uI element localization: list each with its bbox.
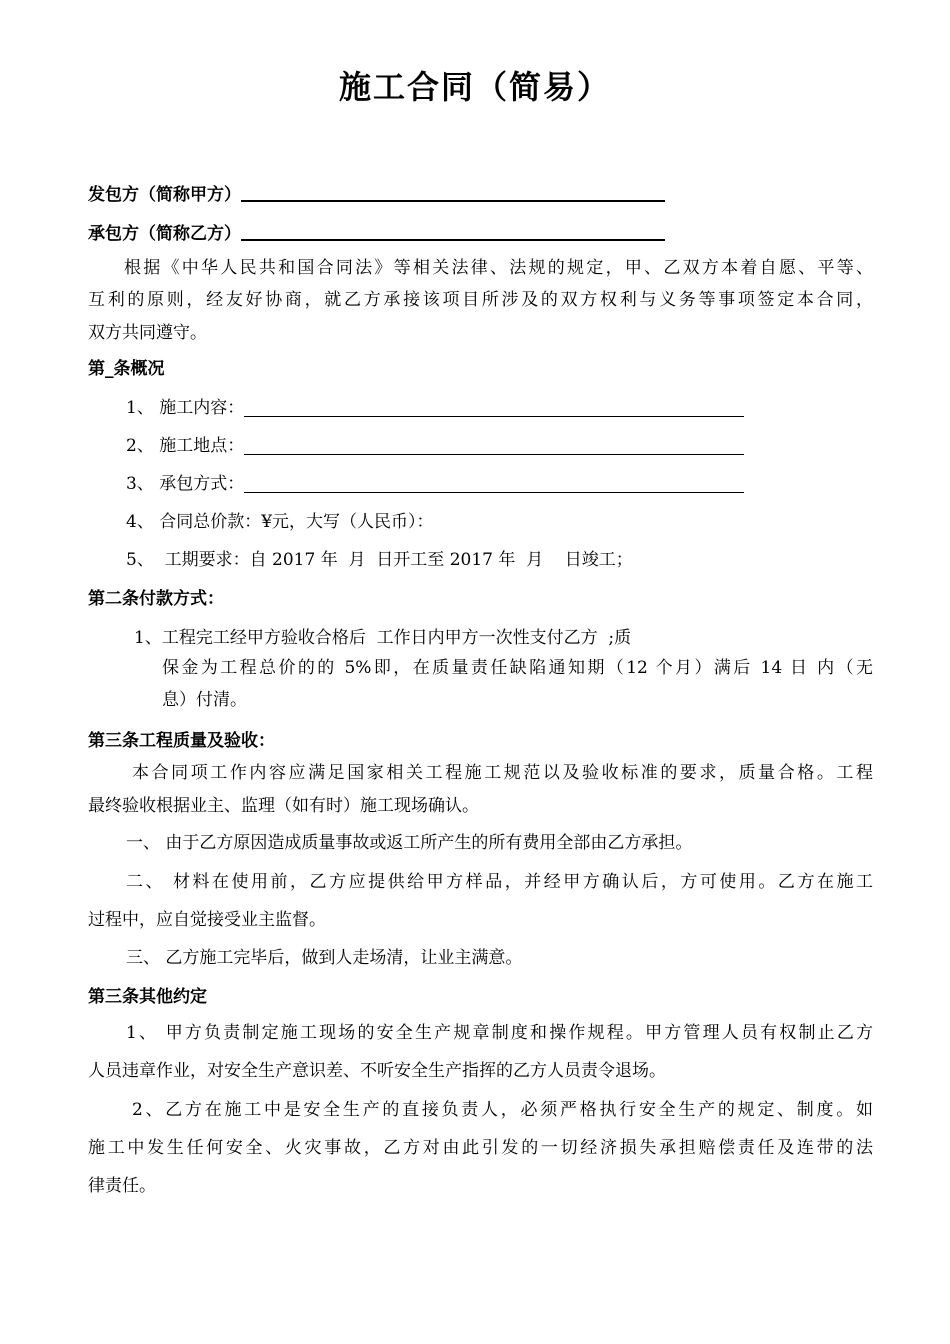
party-b-blank[interactable] bbox=[241, 219, 665, 241]
section3-item-3: 三、 乙方施工完毕后，做到人走场清，让业主满意。 bbox=[126, 948, 523, 968]
document-title: 施工合同（简易） bbox=[338, 68, 611, 106]
section3-item-2-line-1: 二、 材料在使用前，乙方应提供给甲方样品，并经甲方确认后，方可使用。乙方在施工 bbox=[126, 872, 873, 892]
section4-item-2-line-1: 2、乙方在施工中是安全生产的直接负责人，必须严格执行安全生产的规定、制度。如 bbox=[132, 1100, 873, 1120]
contract-method-blank[interactable] bbox=[244, 474, 744, 493]
preamble-line-1: 根据《中华人民共和国合同法》等相关法律、法规的规定，甲、乙双方本着自愿、平等、 bbox=[124, 258, 873, 278]
construction-site-blank[interactable] bbox=[244, 436, 744, 455]
section4-item-2-line-2: 施工中发生任何安全、火灾事故，乙方对由此引发的一切经济损失承担赔偿责任及连带的法 bbox=[88, 1138, 873, 1158]
party-b-label: 承包方（简称乙方） bbox=[88, 224, 241, 244]
section2-line-3: 息）付清。 bbox=[162, 690, 247, 710]
party-a-row bbox=[88, 180, 665, 207]
section1-item-2-label: 2、 施工地点： bbox=[126, 436, 245, 456]
section4-item-2-line-3: 律责任。 bbox=[88, 1176, 156, 1196]
section1-item-3 bbox=[126, 472, 744, 496]
section3-para-line-2: 最终验收根据业主、监理（如有时）施工现场确认。 bbox=[88, 796, 479, 816]
section3-item-2-line-2: 过程中，应自觉接受业主监督。 bbox=[88, 910, 326, 930]
section1-item-3-label: 3、 承包方式： bbox=[126, 474, 245, 494]
section4-item-1-line-2: 人员违章作业，对安全生产意识差、不听安全生产指挥的乙方人员责令退场。 bbox=[88, 1061, 666, 1081]
section4-heading: 第三条其他约定 bbox=[88, 987, 207, 1007]
section2-line-1: 1、工程完工经甲方验收合格后 工作日内甲方一次性支付乙方 ;质 bbox=[134, 628, 632, 648]
section3-item-1: 一、 由于乙方原因造成质量事故或返工所产生的所有费用全部由乙方承担。 bbox=[126, 833, 693, 853]
party-a-label: 发包方（简称甲方） bbox=[88, 185, 241, 205]
construction-content-blank[interactable] bbox=[244, 398, 744, 417]
party-b-row bbox=[88, 219, 665, 246]
section4-item-1-line-1: 1、 甲方负责制定施工现场的安全生产规章制度和操作规程。甲方管理人员有权制止乙方 bbox=[126, 1023, 873, 1043]
preamble-line-3: 双方共同遵守。 bbox=[88, 323, 207, 343]
section1-item-2 bbox=[126, 434, 744, 458]
section1-item-4: 4、 合同总价款：¥元，大写（人民币）： bbox=[126, 512, 434, 532]
section1-item-1 bbox=[126, 396, 744, 420]
section1-heading: 第_条概况 bbox=[88, 359, 165, 379]
section3-heading: 第三条工程质量及验收： bbox=[88, 731, 275, 751]
section2-line-2: 保金为工程总价的的 5%即，在质量责任缺陷通知期（12 个月）满后 14 日 内（无 bbox=[162, 658, 873, 678]
section1-item-5: 5、 工期要求：自 2017 年 月 日开工至 2017 年 月 日竣工； bbox=[126, 550, 633, 570]
party-a-blank[interactable] bbox=[241, 180, 665, 202]
section1-item-1-label: 1、 施工内容： bbox=[126, 398, 245, 418]
section3-para-line-1: 本合同项工作内容应满足国家相关工程施工规范以及验收标准的要求，质量合格。工程 bbox=[132, 763, 873, 783]
section2-heading: 第二条付款方式： bbox=[88, 589, 224, 609]
preamble-line-2: 互利的原则，经友好协商，就乙方承接该项目所涉及的双方权利与义务等事项签定本合同， bbox=[88, 290, 873, 310]
